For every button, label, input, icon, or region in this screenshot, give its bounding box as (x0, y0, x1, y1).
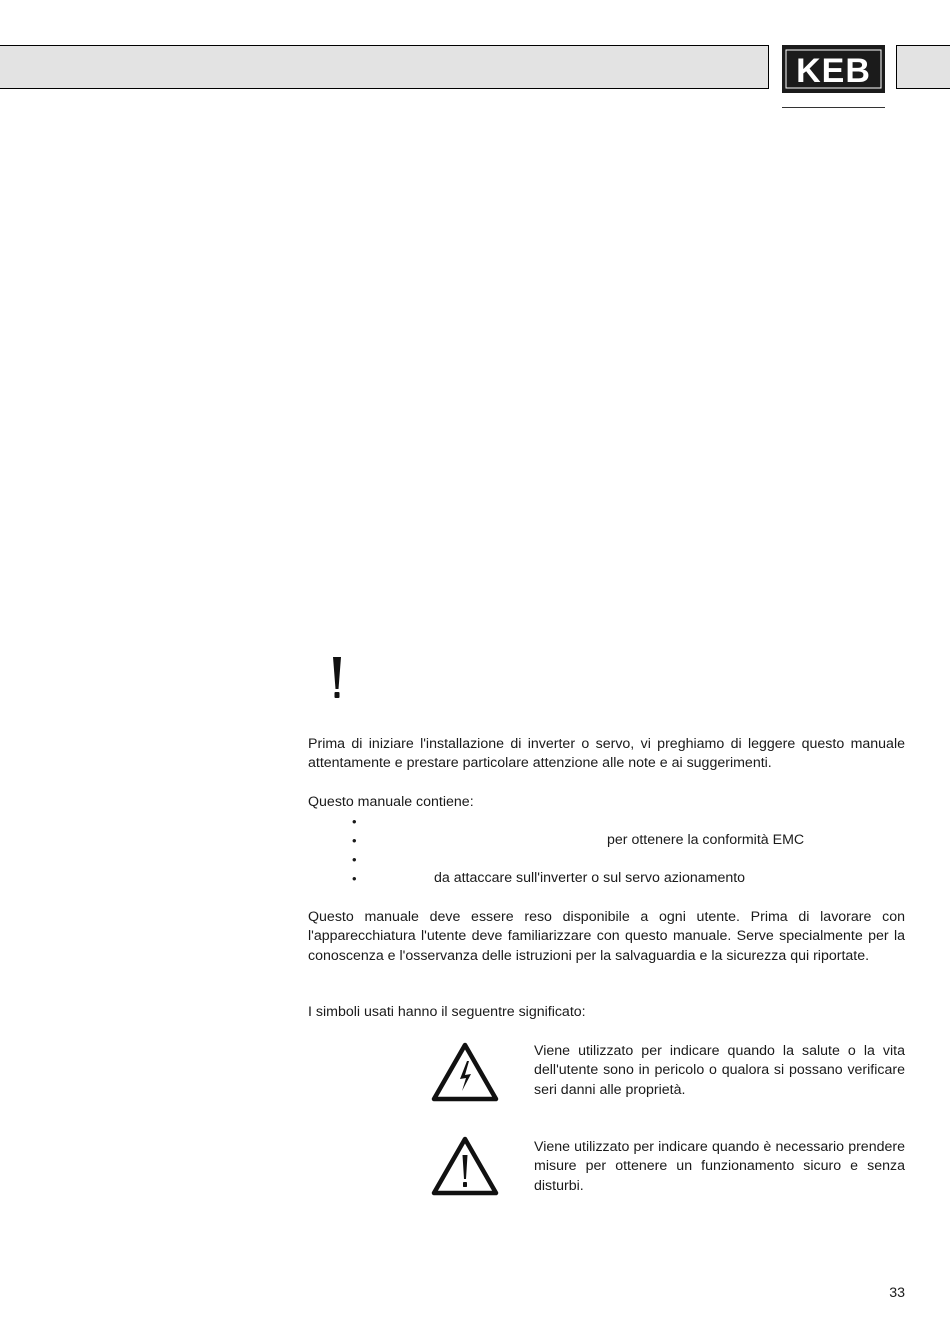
logo-text: KEB (796, 52, 871, 90)
list-bullet: • (352, 871, 357, 886)
caution-exclamation-triangle-icon (430, 1135, 500, 1202)
list-bullet: • (352, 814, 357, 829)
header-bar (0, 45, 769, 89)
symbols-heading: I simboli usati hanno il seguentre significato: (308, 1004, 586, 1020)
contents-heading: Questo manuale contiene: (308, 794, 474, 810)
logo-underline (782, 107, 885, 108)
list-item: da attaccare sull'inverter o sul servo azionamento (434, 870, 746, 886)
symbol-description: Viene utilizzato per indicare quando è necessario prendere misure per ottenere un funzionamento sicuro e senza disturbi. (534, 1139, 905, 1194)
header-bar-right (896, 45, 950, 89)
list-bullet: • (352, 852, 357, 867)
keb-logo (782, 45, 885, 93)
symbol-description: Viene utilizzato per indicare quando la salute o la vita dell'utente sono in pericolo o qualora si possano verificare seri danni alle proprietà. (534, 1043, 905, 1098)
list-item: per ottenere la conformità EMC (607, 832, 805, 848)
exclamation-icon (327, 654, 347, 702)
page-number: 33 (889, 1285, 905, 1301)
list-bullet: • (352, 833, 357, 848)
availability-paragraph: Questo manuale deve essere reso disponibile a ogni utente. Prima di lavorare con l'apparecchiatura l'utente deve familiarizzare con questo manuale. Serve specialmente per la conoscenza e l'osservanza delle istruzioni per la salvaguardia e la sicurezza qui riportate. (308, 909, 905, 964)
electrical-hazard-triangle-icon (430, 1041, 500, 1108)
intro-paragraph: Prima di iniziare l'installazione di inverter o servo, vi preghiamo di leggere questo manuale attentamente e prestare particolare attenzione alle note e ai suggerimenti. (308, 736, 905, 772)
